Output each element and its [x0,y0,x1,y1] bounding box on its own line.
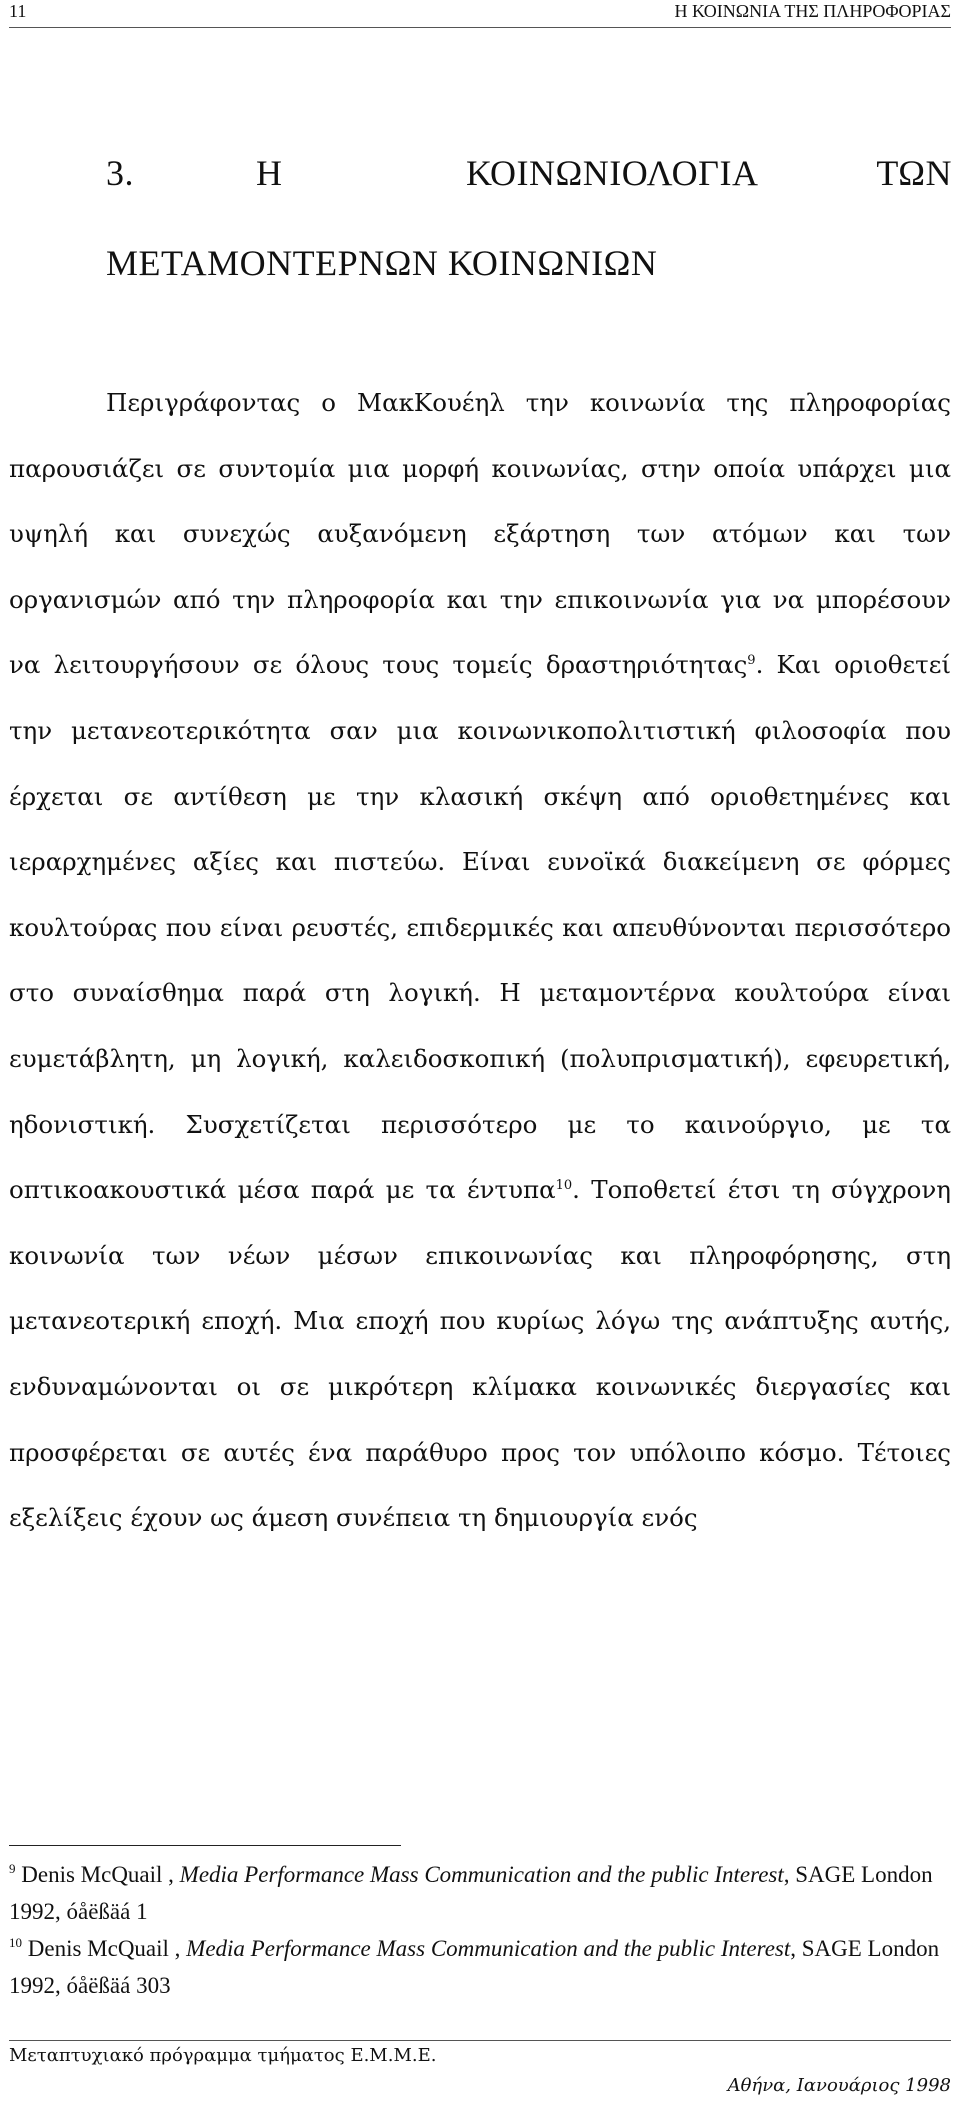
footer-date: Αθήνα, Ιανουάριος 1998 [727,2075,951,2096]
footer-program: Μεταπτυχιακό πρόγραμμα τμήματος Ε.Μ.Μ.Ε. [9,2045,437,2066]
chapter-word-1: Η [256,153,283,193]
chapter-heading-line2: ΜΕΤΑΜΟΝΤΕΡΝΩΝ ΚΟΙΝΩΝΙΩΝ [106,243,658,283]
chapter-word-2: ΚΟΙΝΩΝΙΟΛΟΓΙΑ [466,153,759,193]
footnote-9 [9,1856,951,1930]
chapter-word-3: ΤΩΝ [876,153,952,193]
footnote-separator [9,1845,401,1846]
footnote-title: Media Performance Mass Communication and the public Interest [179,1862,784,1887]
header-rule [9,27,951,28]
running-title: Η ΚΟΙΝΩΝΙΑ ΤΗΣ ΠΛΗΡΟΦΟΡΙΑΣ [674,1,951,21]
running-header [9,0,951,28]
page-number: 11 [9,1,27,21]
paragraph-part-1: Περιγράφοντας ο ΜακΚουέηλ την κοινωνία της πληροφορίας παρουσιάζει σε συντομία μια μορφή κοινωνίας, στην οποία υπάρχει μια υψηλή και συνεχώς αυξανόμενη εξάρτηση των ατόμων και των οργανισμών από την πληροφορία και την επικοινωνία για να μπορέσουν να λειτουργήσουν σε όλους τους τομείς δραστηριότητας [9,388,951,680]
footnote-title: Media Performance Mass Communication and the public Interest [186,1936,791,1961]
footnote-mark: 10 [9,1935,22,1950]
body-text [9,370,951,1551]
footnote-rest: , SAGE London 1992, óåëßäá 1 [9,1862,933,1924]
paragraph-part-3: . Τοποθετεί έτσι τη σύγχρονη κοινωνία των νέων μέσων επικοινωνίας και πληροφόρησης, στη μετανεοτερική εποχή. Μια εποχή που κυρίως λόγω της ανάπτυξης αυτής, ενδυναμώνονται οι σε μικρότερη κλίμακα κοινωνικές διεργασίες και προσφέρεται σε αυτές ένα παράθυρο προς τον υπόλοιπο κόσμο. Τέτοιες εξελίξεις έχουν ως άμεση συνέπεια τη δημιουργία ενός [9,1175,951,1533]
paragraph-part-2: . Και οριοθετεί την μετανεοτερικότητα σαν μια κοινωνικοπολιτιστική φιλοσοφία που έρχεται σε αντίθεση με την κλασική σκέψη από οριοθετημένες και ιεραρχημένες αξίες και πιστεύω. Είναι ευνοϊκά διακείμενη σε φόρμες κουλτούρας που είναι ρευστές, επιδερμικές και απευθύνονται περισσότερο στο συναίσθημα παρά στη λογική. Η μεταμοντέρνα κουλτούρα είναι ευμετάβλητη, μη λογική, καλειδοσκοπική (πολυπρισματική), εφευρετική, ηδονιστική. Συσχετίζεται περισσότερο με το καινούργιο, με τα οπτικοακουστικά μέσα παρά με τα έντυπα [9,650,952,1205]
footnote-ref-9[interactable]: 9 [747,653,756,669]
footnote-10 [9,1930,951,2004]
footnote-rest: , SAGE London 1992, óåëßäá 303 [9,1936,940,1998]
chapter-number: 3. [106,153,134,193]
paragraph [9,370,951,1551]
footnote-author: Denis McQuail , [27,1936,181,1961]
footnote-ref-10[interactable]: 10 [555,1178,573,1194]
footnote-author: Denis McQuail , [21,1862,174,1887]
footnote-mark: 9 [9,1861,16,1876]
footer-rule [9,2040,951,2041]
